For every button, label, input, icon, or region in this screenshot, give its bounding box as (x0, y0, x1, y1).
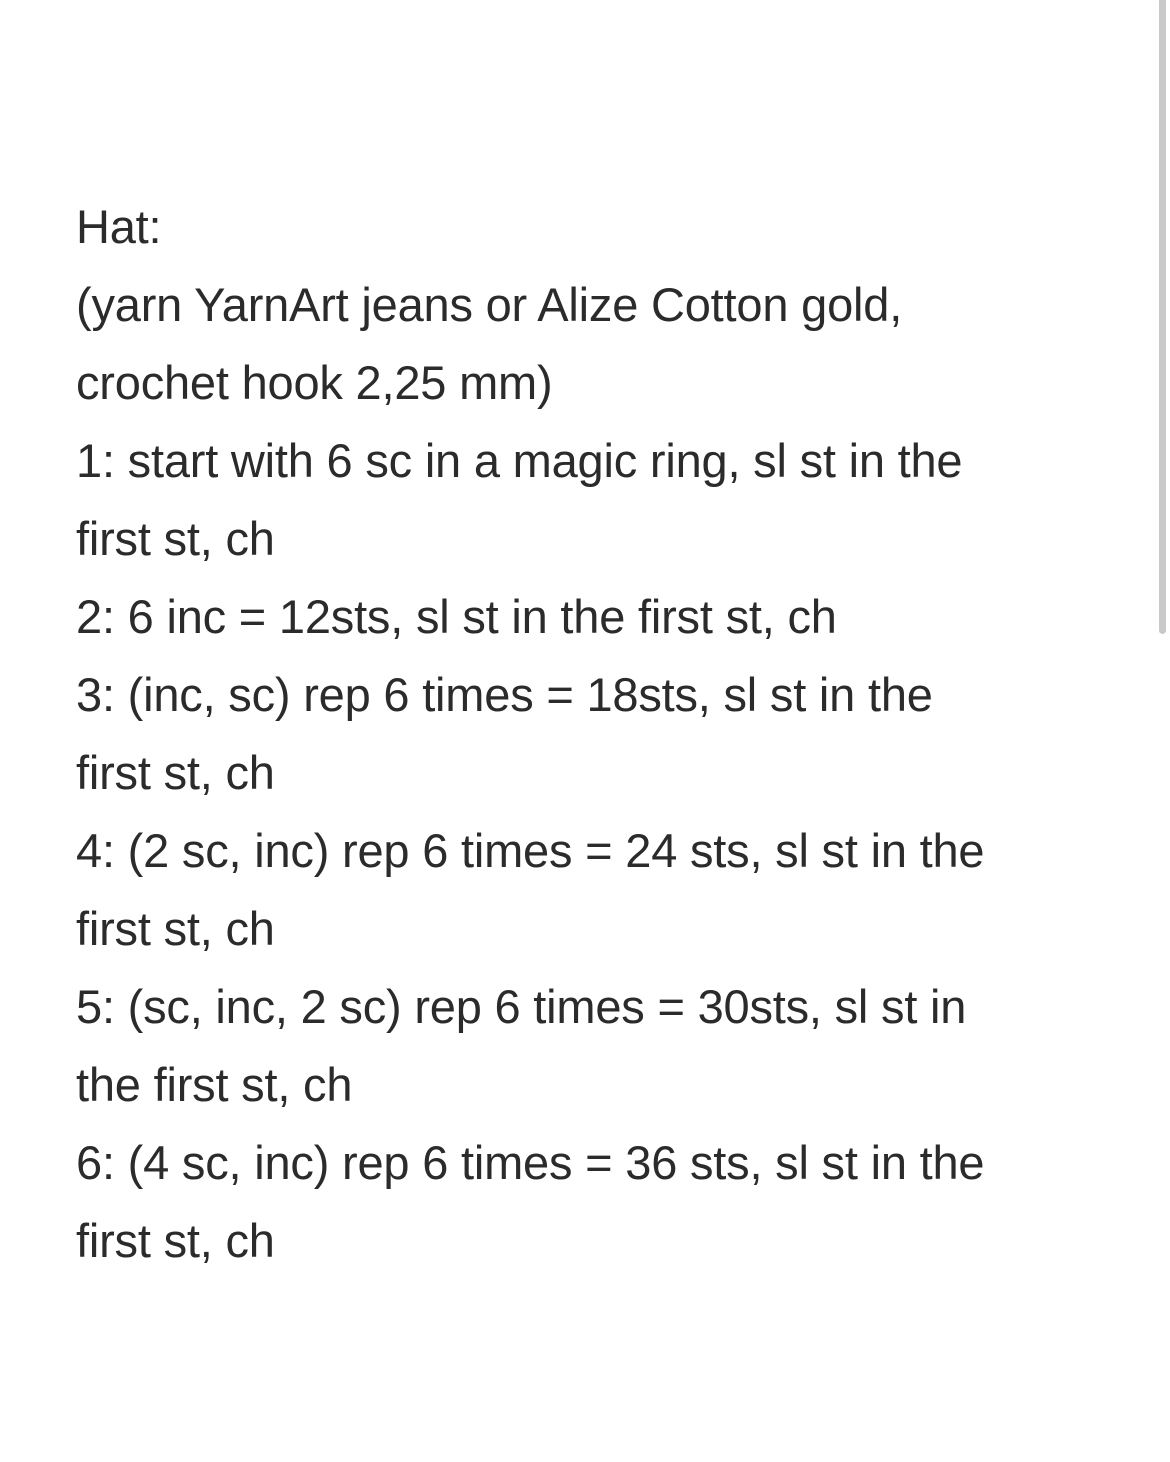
note-line: first st, ch (76, 902, 275, 955)
note-line: first st, ch (76, 746, 275, 799)
note-line: 3: (inc, sc) rep 6 times = 18sts, sl st in the (76, 668, 933, 721)
note-body (76, 188, 1126, 1280)
note-line: first st, ch (76, 512, 275, 565)
note-line: 2: 6 inc = 12sts, sl st in the first st, ch (76, 590, 837, 643)
note-line: crochet hook 2,25 mm) (76, 356, 553, 409)
note-line: the first st, ch (76, 1058, 353, 1111)
note-line: 5: (sc, inc, 2 sc) rep 6 times = 30sts, sl st in (76, 980, 967, 1033)
note-title: Hat: (76, 200, 162, 253)
note-line: 1: start with 6 sc in a magic ring, sl st in the (76, 434, 963, 487)
note-line: (yarn YarnArt jeans or Alize Cotton gold, (76, 278, 903, 331)
note-line: 6: (4 sc, inc) rep 6 times = 36 sts, sl st in the (76, 1136, 985, 1189)
vertical-scrollbar[interactable] (1159, 0, 1166, 634)
note-line: first st, ch (76, 1214, 275, 1267)
note-line: 4: (2 sc, inc) rep 6 times = 24 sts, sl st in the (76, 824, 985, 877)
